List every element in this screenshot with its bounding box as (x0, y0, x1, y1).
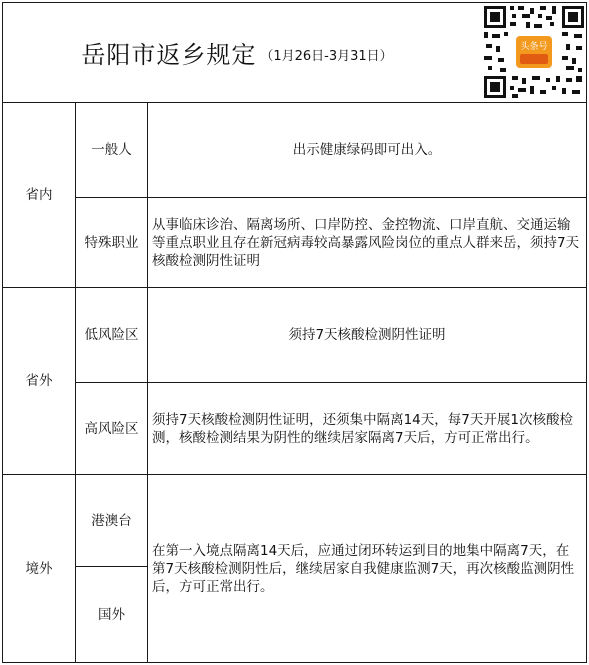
rule-special-occupation: 从事临床诊治、隔离场所、口岸防控、金控物流、口岸直航、交通运输等重点职业且存在新冠病毒较高暴露风险岗位的重点人群来岳，须持7天核酸检测阴性证明 (152, 216, 580, 269)
rule-high-risk: 须持7天核酸检测阴性证明，还须集中隔离14天，每7天开展1次核酸检测，核酸检测结果为阴性的继续居家隔离7天后，方可正常出行。 (152, 411, 573, 446)
date-range: （1月26日-3月31日） (260, 48, 393, 64)
rule-low-risk: 须持7天核酸检测阴性证明 (288, 327, 446, 343)
category-high-risk: 高风险区 (84, 420, 139, 437)
table-border-right (586, 2, 587, 663)
svg-text:头条号: 头条号 (520, 42, 548, 52)
rule-abroad: 在第一入境点隔离14天后，应通过闭环转运到目的地集中隔离7天，在第7天核酸检测阴性后，继续居家自我健康监测7天，再次核酸监测阴性后，方可正常出行。 (152, 542, 575, 595)
region-cell-abroad: 境外 (25, 560, 53, 577)
region-cell-province: 省内 (25, 187, 53, 203)
region-cell-out-of-province: 省外 (25, 373, 53, 389)
qr-code-image (482, 4, 586, 100)
table-border-bottom (2, 662, 586, 663)
qr-code-icon (482, 4, 586, 100)
rule-general: 出示健康绿码即可出入。 (292, 142, 442, 158)
category-general: 一般人 (91, 142, 132, 158)
category-low-risk: 低风险区 (84, 327, 139, 343)
title-row (2, 2, 586, 102)
title-block (2, 2, 472, 102)
category-foreign: 国外 (98, 606, 125, 623)
page-title: 岳阳市返乡规定 (81, 40, 257, 69)
category-special-occupation: 特殊职业 (84, 234, 139, 251)
category-hk-macao-taiwan: 港澳台 (91, 512, 132, 529)
